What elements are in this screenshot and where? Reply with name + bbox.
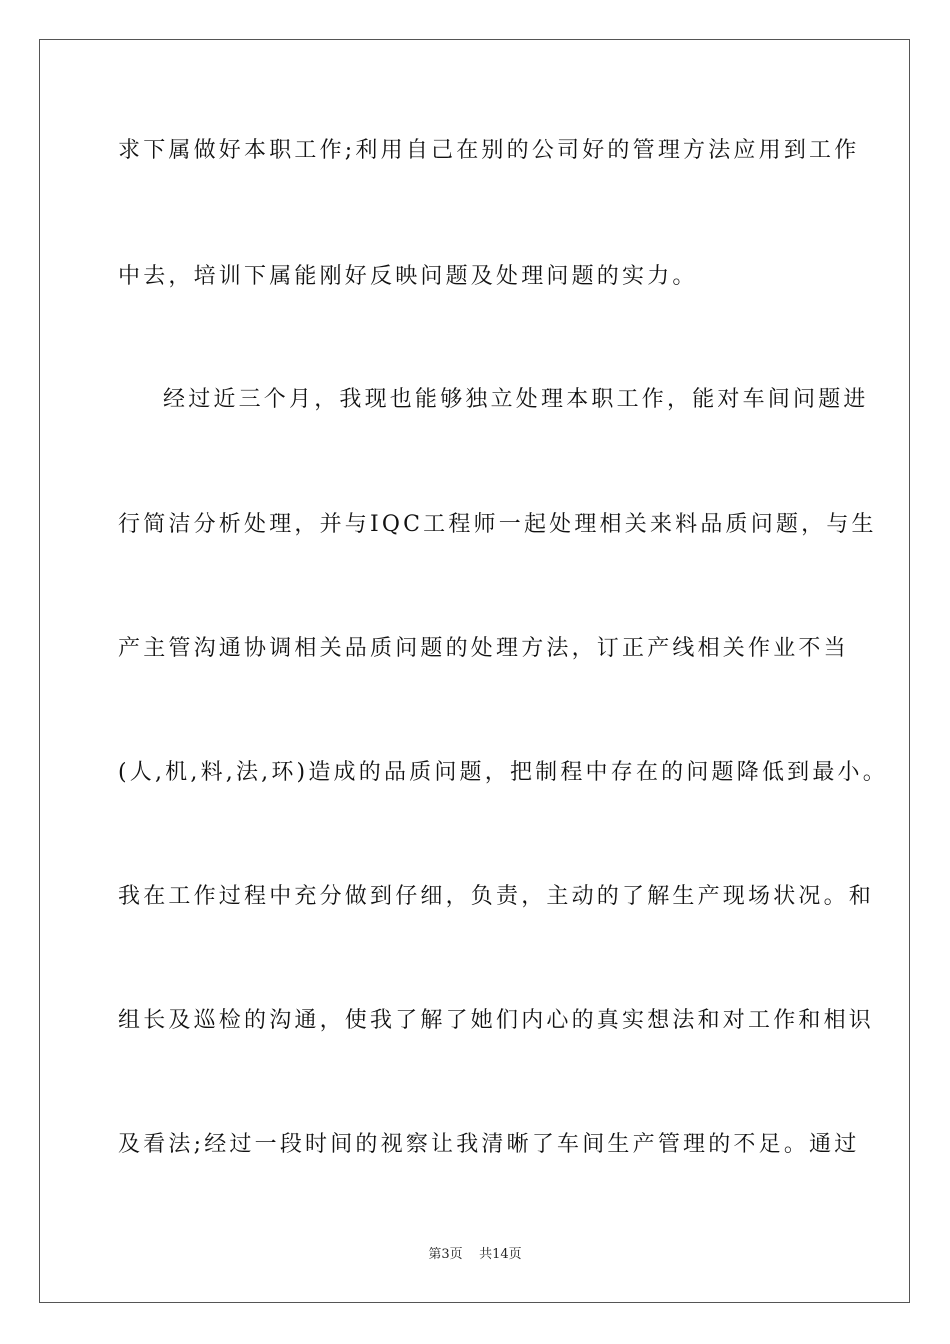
body-text-line: 及看法;经过一段时间的视察让我清晰了车间生产管理的不足。通过 bbox=[118, 1132, 860, 1157]
body-text-line: 我在工作过程中充分做到仔细，负责，主动的了解生产现场状况。和 bbox=[118, 884, 875, 909]
page-footer bbox=[0, 1247, 950, 1263]
body-text-line: 中去，培训下属能刚好反映问题及处理问题的实力。 bbox=[118, 264, 698, 289]
body-text-line: 产主管沟通协调相关品质问题的处理方法，订正产线相关作业不当 bbox=[118, 636, 849, 661]
paragraph-first-line: 经过近三个月，我现也能够独立处理本职工作，能对车间问题进 bbox=[163, 387, 869, 412]
body-text-line: 行简洁分析处理，并与IQC工程师一起处理相关来料品质问题，与生 bbox=[118, 512, 877, 537]
page-number-total: 共14页 bbox=[479, 1247, 522, 1262]
page-border bbox=[39, 39, 910, 1303]
body-text-line: (人,机,料,法,环)造成的品质问题，把制程中存在的问题降低到最小。 bbox=[118, 760, 888, 785]
body-text-line: 求下属做好本职工作;利用自己在别的公司好的管理方法应用到工作 bbox=[118, 138, 860, 163]
page-number-current: 第3页 bbox=[428, 1247, 463, 1262]
body-text-line: 组长及巡检的沟通，使我了解了她们内心的真实想法和对工作和相识 bbox=[118, 1008, 875, 1033]
